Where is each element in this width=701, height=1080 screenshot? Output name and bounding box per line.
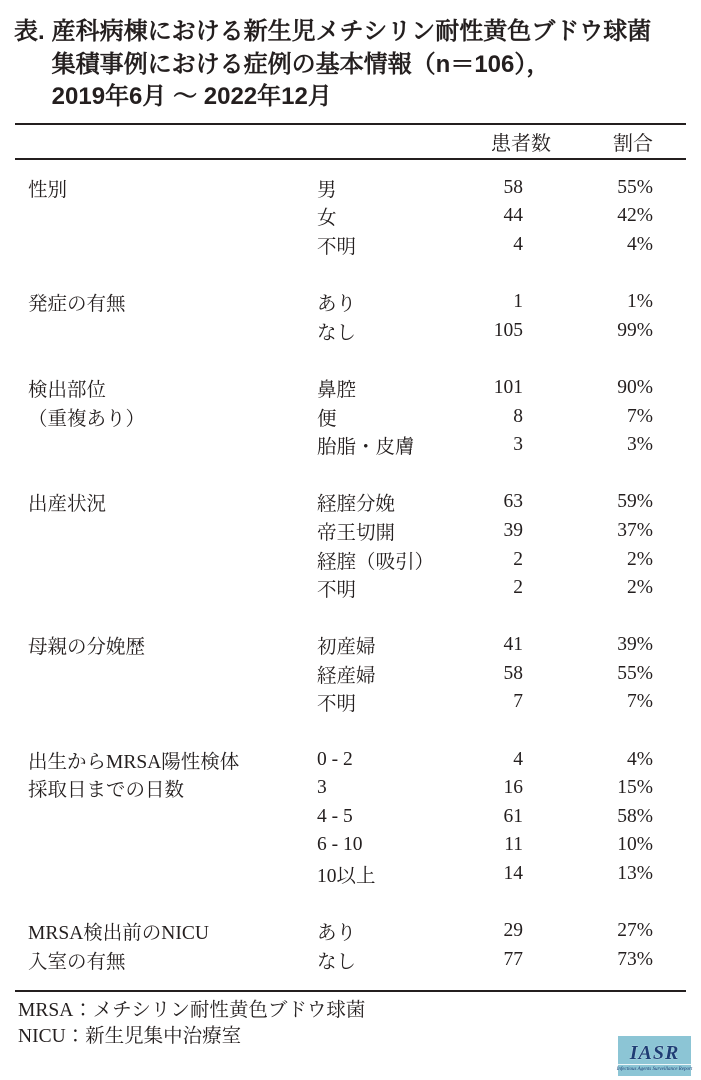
category-label-line: MRSA検出前のNICU — [28, 923, 209, 945]
ratio-value: 90% — [617, 376, 653, 398]
item-label: 4 - 5 — [317, 805, 353, 827]
ratio-value: 55% — [617, 662, 653, 684]
item-label: 不明 — [317, 580, 357, 602]
footnotes — [18, 998, 686, 1050]
item-label: 不明 — [317, 694, 357, 716]
category-label-line: 採取日までの日数 — [28, 780, 185, 802]
item-label: 初産婦 — [317, 637, 376, 659]
ratio-value: 7% — [627, 691, 653, 713]
item-label: 男 — [317, 179, 337, 201]
patient-count: 101 — [493, 376, 523, 398]
table-title — [0, 0, 701, 114]
category-label-line: 出生からMRSA陽性検体 — [28, 751, 240, 773]
item-label: 6 - 10 — [317, 834, 363, 856]
ratio-value: 39% — [617, 634, 653, 656]
category-label — [15, 288, 317, 345]
item-label: 0 - 2 — [317, 748, 353, 770]
patient-count: 4 — [513, 233, 523, 255]
patient-count: 58 — [503, 662, 523, 684]
table-group — [15, 745, 686, 888]
ratio-value: 42% — [617, 205, 653, 227]
item-label: 便 — [317, 408, 337, 430]
item-label: 胎脂・皮膚 — [317, 437, 415, 459]
category-label — [15, 917, 317, 974]
category-label — [15, 631, 317, 717]
patient-count: 44 — [503, 205, 523, 227]
ratio-value: 55% — [617, 176, 653, 198]
patient-count: 2 — [513, 577, 523, 599]
patient-count: 4 — [513, 748, 523, 770]
patient-count: 8 — [513, 405, 523, 427]
patient-count: 14 — [503, 863, 523, 885]
ratio-value: 2% — [627, 548, 653, 570]
patient-count: 16 — [503, 777, 523, 799]
table-title-line: 集積事例における症例の基本情報（n＝106）， — [51, 50, 551, 78]
ratio-value: 37% — [617, 519, 653, 541]
iasr-logo-subtext: Infectious Agents Surveillance Report — [617, 1064, 693, 1073]
item-label: 経腟分娩 — [317, 494, 396, 516]
patient-count: 3 — [513, 434, 523, 456]
patient-count: 41 — [503, 634, 523, 656]
table-title-line: 産科病棟における新生児メチシリン耐性黄色ブドウ球菌 — [51, 18, 652, 45]
item-label: 3 — [317, 777, 327, 799]
table-group — [15, 288, 686, 345]
table-group — [15, 374, 686, 460]
ratio-value: 3% — [627, 434, 653, 456]
column-header-ratio: 割合 — [613, 132, 653, 155]
patient-count: 39 — [503, 519, 523, 541]
patient-count: 58 — [503, 176, 523, 198]
patient-count: 61 — [503, 805, 523, 827]
category-label-line: 性別 — [28, 179, 68, 201]
ratio-value: 73% — [617, 948, 653, 970]
category-label-line: 発症の有無 — [28, 294, 126, 316]
patient-count: 63 — [503, 491, 523, 513]
item-label: 10以上 — [317, 866, 376, 888]
table-group — [15, 917, 686, 974]
category-label-line: 出産状況 — [28, 494, 107, 516]
iasr-logo-text: IASR — [629, 1041, 680, 1064]
item-label: 経腟（吸引） — [317, 551, 435, 573]
item-label: なし — [317, 322, 357, 344]
ratio-value: 4% — [627, 748, 653, 770]
item-label: あり — [317, 294, 357, 316]
column-header-patient-count: 患者数 — [491, 132, 551, 155]
category-label — [15, 174, 317, 260]
footnote-line: MRSA：メチシリン耐性黄色ブドウ球菌 — [18, 1000, 366, 1022]
ratio-value: 13% — [617, 863, 653, 885]
patient-count: 11 — [504, 834, 523, 856]
ratio-value: 10% — [617, 834, 653, 856]
table-title-label: 表. — [14, 18, 45, 45]
patient-count: 2 — [513, 548, 523, 570]
column-header-row — [15, 125, 686, 158]
ratio-value: 27% — [617, 920, 653, 942]
item-label: あり — [317, 923, 357, 945]
ratio-value: 2% — [627, 577, 653, 599]
ratio-value: 59% — [617, 491, 653, 513]
category-label-line: 入室の有無 — [28, 951, 126, 973]
ratio-value: 4% — [627, 233, 653, 255]
table-title-line: 2019年6月 ～ 2022年12月 — [51, 83, 332, 110]
item-label: 鼻腔 — [317, 379, 357, 401]
ratio-value: 15% — [617, 777, 653, 799]
table-group — [15, 174, 686, 260]
patient-count: 77 — [503, 948, 523, 970]
category-label-line: 母親の分娩歴 — [28, 637, 146, 659]
ratio-value: 58% — [617, 805, 653, 827]
category-label — [15, 374, 317, 460]
item-label: 経産婦 — [317, 665, 376, 687]
patient-count: 7 — [513, 691, 523, 713]
patient-count: 1 — [513, 291, 523, 313]
iasr-logo — [618, 1036, 691, 1076]
patient-count: 29 — [503, 920, 523, 942]
patient-count: 105 — [493, 319, 523, 341]
category-label — [15, 745, 317, 888]
ratio-value: 99% — [617, 319, 653, 341]
item-label: なし — [317, 951, 357, 973]
table-body — [15, 160, 686, 991]
category-label — [15, 488, 317, 602]
table-title-lines — [52, 16, 652, 114]
table-group — [15, 631, 686, 717]
ratio-value: 7% — [627, 405, 653, 427]
item-label: 女 — [317, 208, 337, 230]
item-label: 不明 — [317, 236, 357, 258]
table-group — [15, 488, 686, 602]
category-label-line: 検出部位 — [28, 379, 107, 401]
ratio-value: 1% — [627, 291, 653, 313]
footnote-line: NICU：新生児集中治療室 — [18, 1026, 242, 1048]
bottom-rule — [15, 990, 686, 992]
category-label-line: （重複あり） — [28, 408, 146, 430]
item-label: 帝王切開 — [317, 522, 396, 544]
